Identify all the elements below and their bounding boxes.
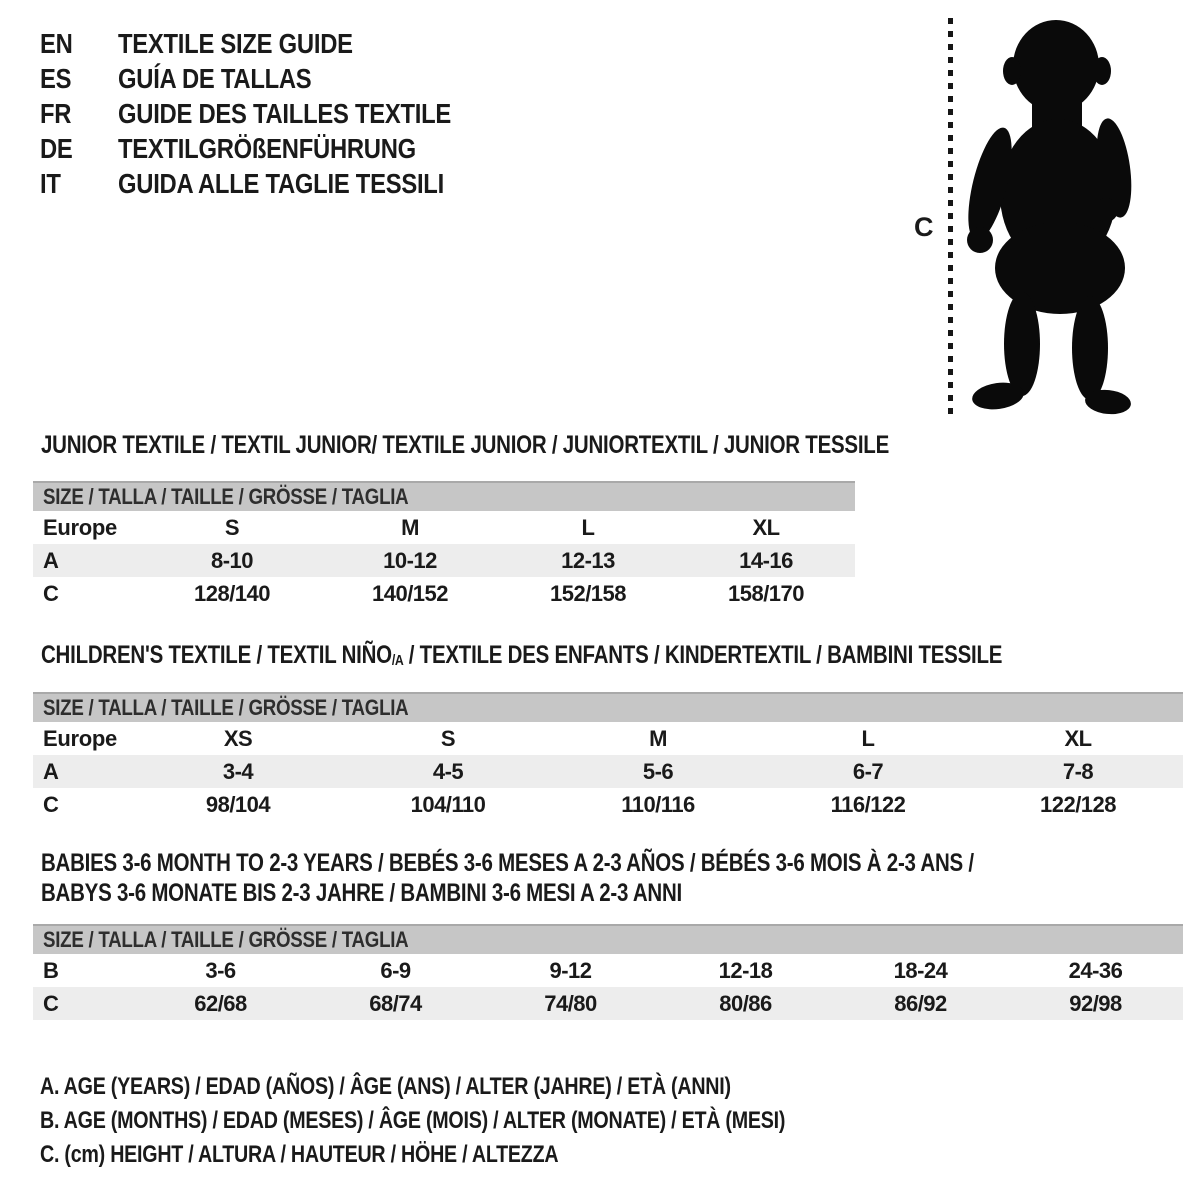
table-row [33,544,855,577]
language-title: TEXTILE SIZE GUIDE [118,27,353,59]
table-cell: 74/80 [544,990,597,1016]
table-cell: 3-6 [205,957,236,983]
table-cell: 128/140 [193,580,271,606]
table-cell: 8-10 [210,547,254,573]
legend-line-b-text: B. AGE (MONTHS) / EDAD (MESES) / ÂGE (MOIS) / ALTER (MONATE) / ETÀ (MESI) [40,1107,786,1134]
legend-line-c [40,1138,949,1172]
legend-line-a [40,1070,949,1104]
table-cell: 152/158 [549,580,627,606]
table-cell: S [224,514,240,540]
row-label: C [43,791,59,817]
section-title-text: JUNIOR TEXTILE / TEXTIL JUNIOR/ TEXTILE JUNIOR / JUNIORTEXTIL / JUNIOR TESSILE [41,431,890,459]
table-cell: 5-6 [642,758,674,784]
height-measure-dashed-line [948,18,953,416]
language-title: GUIDE DES TAILLES TEXTILE [118,97,452,129]
table-cell: 12-13 [561,547,615,573]
table-cell: 110/116 [621,791,695,817]
language-code: IT [40,167,61,199]
table-cell: 24-36 [1068,957,1123,983]
size-header-bar [33,692,1183,722]
table-cell: M [401,514,419,540]
row-label: A [43,547,59,573]
language-code: FR [40,97,72,129]
size-header-text: SIZE / TALLA / TAILLE / GRÖSSE / TAGLIA [43,695,409,720]
table-cell: 86/92 [894,990,947,1016]
table-cell: 7-8 [1062,758,1094,784]
table-cell: 80/86 [719,990,772,1016]
language-row [40,61,510,96]
section-title [41,430,890,460]
children-textile-section [33,640,1183,821]
table-row [33,577,855,610]
table-cell: 10-12 [383,547,437,573]
legend-line-a-text: A. AGE (YEARS) / EDAD (AÑOS) / ÂGE (ANS) / ALTER (JAHRE) / ETÀ (ANNI) [40,1073,731,1100]
toddler-silhouette-image [966,16,1138,416]
table-row [33,511,855,544]
section-title-suffix: / TEXTILE DES ENFANTS / KINDERTEXTIL / BAMBINI TESSILE [403,641,1003,669]
table-cell: 9-12 [549,957,592,983]
babies-textile-section [33,848,1183,1020]
section-title-prefix: CHILDREN'S TEXTILE / TEXTIL NIÑO [41,641,392,669]
section-title [41,848,1183,908]
size-header-bar [33,924,1183,954]
table-row [33,788,1183,821]
table-cell: L [861,725,875,751]
table-cell: 3-4 [222,758,254,784]
row-label: A [43,758,59,784]
language-row [40,131,510,166]
size-header-text: SIZE / TALLA / TAILLE / GRÖSSE / TAGLIA [43,484,409,509]
table-cell: S [440,725,456,751]
section-title-line2: BABYS 3-6 MONATE BIS 2-3 JAHRE / BAMBINI 3-6 MESI A 2-3 ANNI [41,879,682,907]
language-title: TEXTILGRÖßENFÜHRUNG [118,132,416,164]
row-label: Europe [43,725,117,751]
section-title [41,640,1183,674]
table-cell: 62/68 [194,990,247,1016]
babies-size-table [33,954,1183,1020]
size-header-text: SIZE / TALLA / TAILLE / GRÖSSE / TAGLIA [43,927,409,952]
row-label: Europe [43,514,117,540]
legend-line-b [40,1104,949,1138]
language-row [40,26,510,61]
table-row [33,722,1183,755]
table-cell: XL [752,514,780,540]
table-cell: 12-18 [718,957,773,983]
junior-size-table [33,511,855,610]
table-cell: 92/98 [1069,990,1122,1016]
table-cell: 18-24 [893,957,948,983]
language-code: DE [40,132,73,164]
legend [40,1070,949,1172]
section-title-subscript: /A [391,652,404,669]
section-title-line1: BABIES 3-6 MONTH TO 2-3 YEARS / BEBÉS 3-6 MESES A 2-3 AÑOS / BÉBÉS 3-6 MOIS À 2-3 ANS / [41,849,974,877]
legend-line-c-text: C. (cm) HEIGHT / ALTURA / HAUTEUR / HÖHE / ALTEZZA [40,1141,559,1168]
table-cell: 4-5 [432,758,464,784]
section-title-text [41,640,1002,674]
language-code: ES [40,62,72,94]
table-cell: 116/122 [830,791,906,817]
table-row [33,987,1183,1020]
row-label: B [43,957,59,983]
table-cell: 6-7 [852,758,884,784]
table-cell: 140/152 [371,580,449,606]
children-size-table [33,722,1183,821]
table-cell: XS [223,725,253,751]
language-title: GUIDA ALLE TAGLIE TESSILI [118,167,444,199]
language-title: GUÍA DE TALLAS [118,62,312,94]
language-list [40,26,510,201]
table-cell: 6-9 [380,957,411,983]
table-cell: 98/104 [205,791,271,817]
table-cell: XL [1064,725,1092,751]
language-code: EN [40,27,73,59]
table-cell: L [581,514,595,540]
row-label: C [43,580,59,606]
table-cell: 68/74 [369,990,422,1016]
junior-textile-section [33,430,890,610]
size-header-bar [33,481,855,511]
table-cell: 14-16 [739,547,793,573]
language-row [40,96,510,131]
row-label: C [43,990,59,1016]
table-row [33,755,1183,788]
table-cell: M [649,725,667,751]
table-cell: 104/110 [410,791,486,817]
height-measure-label: C [914,212,934,242]
table-cell: 122/128 [1039,791,1117,817]
table-cell: 158/170 [727,580,805,606]
language-row [40,166,510,201]
table-row [33,954,1183,987]
